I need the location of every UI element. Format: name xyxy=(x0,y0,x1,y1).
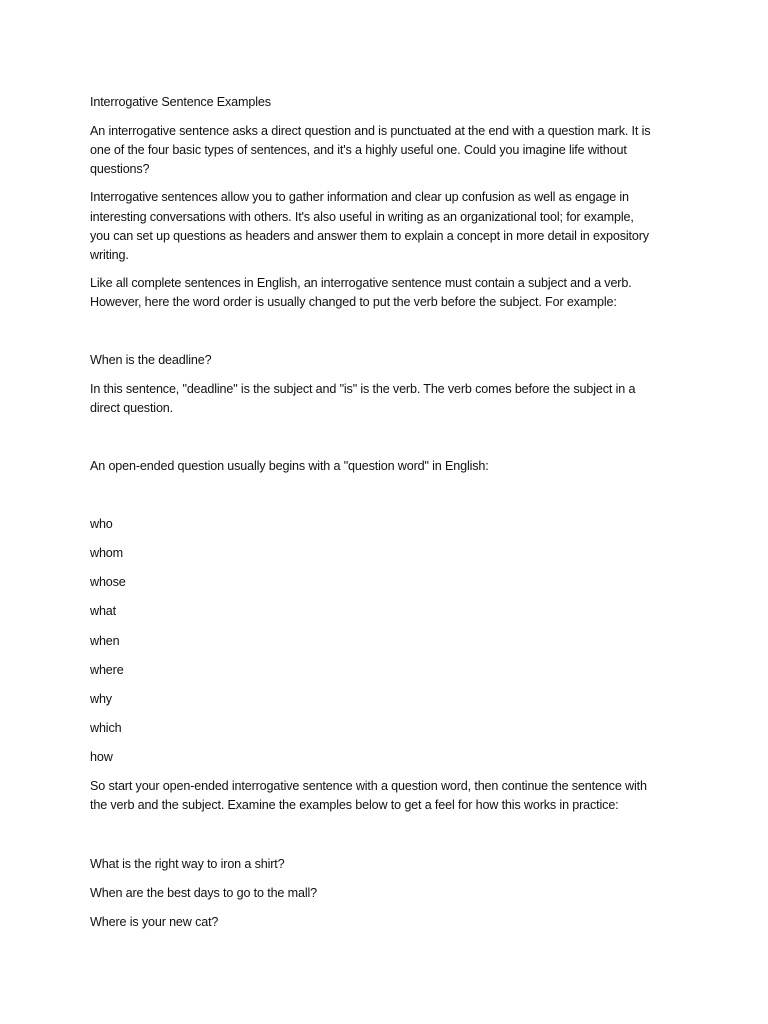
paragraph-3-line-1: Like all complete sentences in English, an interrogative sentence must contain a subject and a verb. xyxy=(90,276,632,290)
paragraph-2-line-4: writing. xyxy=(90,248,129,262)
paragraph-1-line-3: questions? xyxy=(90,162,150,176)
paragraph-2-line-1: Interrogative sentences allow you to gather information and clear up confusion as well as engage in xyxy=(90,190,629,204)
question-word-item: why xyxy=(90,692,112,706)
example-sentence: When is the deadline? xyxy=(90,353,212,367)
paragraph-3-line-2: However, here the word order is usually changed to put the verb before the subject. For example: xyxy=(90,295,617,309)
paragraph-6-line-2: the verb and the subject. Examine the examples below to get a feel for how this works in practice: xyxy=(90,798,619,812)
question-word-item: whom xyxy=(90,546,123,560)
question-word-item: how xyxy=(90,750,113,764)
paragraph-5: An open-ended question usually begins with a "question word" in English: xyxy=(90,459,489,473)
paragraph-2-line-3: you can set up questions as headers and answer them to explain a concept in more detail in expository xyxy=(90,229,649,243)
paragraph-4-line-1: In this sentence, "deadline" is the subject and "is" is the verb. The verb comes before the subject in a xyxy=(90,382,636,396)
question-word-item: when xyxy=(90,634,120,648)
question-word-item: which xyxy=(90,721,122,735)
paragraph-4-line-2: direct question. xyxy=(90,401,174,415)
paragraph-1-line-1: An interrogative sentence asks a direct question and is punctuated at the end with a question mark. It is xyxy=(90,124,651,138)
paragraph-6-line-1: So start your open-ended interrogative sentence with a question word, then continue the sentence with xyxy=(90,779,647,793)
example-question: Where is your new cat? xyxy=(90,915,219,929)
document-title: Interrogative Sentence Examples xyxy=(90,95,271,109)
paragraph-1-line-2: one of the four basic types of sentences, and it's a highly useful one. Could you imagine life without xyxy=(90,143,627,157)
question-word-item: whose xyxy=(90,575,126,589)
question-word-item: where xyxy=(90,663,124,677)
example-question: When are the best days to go to the mall? xyxy=(90,886,317,900)
question-word-item: who xyxy=(90,517,113,531)
paragraph-2-line-2: interesting conversations with others. It's also useful in writing as an organizational tool; for example, xyxy=(90,210,634,224)
example-question: What is the right way to iron a shirt? xyxy=(90,857,285,871)
question-word-item: what xyxy=(90,604,117,618)
